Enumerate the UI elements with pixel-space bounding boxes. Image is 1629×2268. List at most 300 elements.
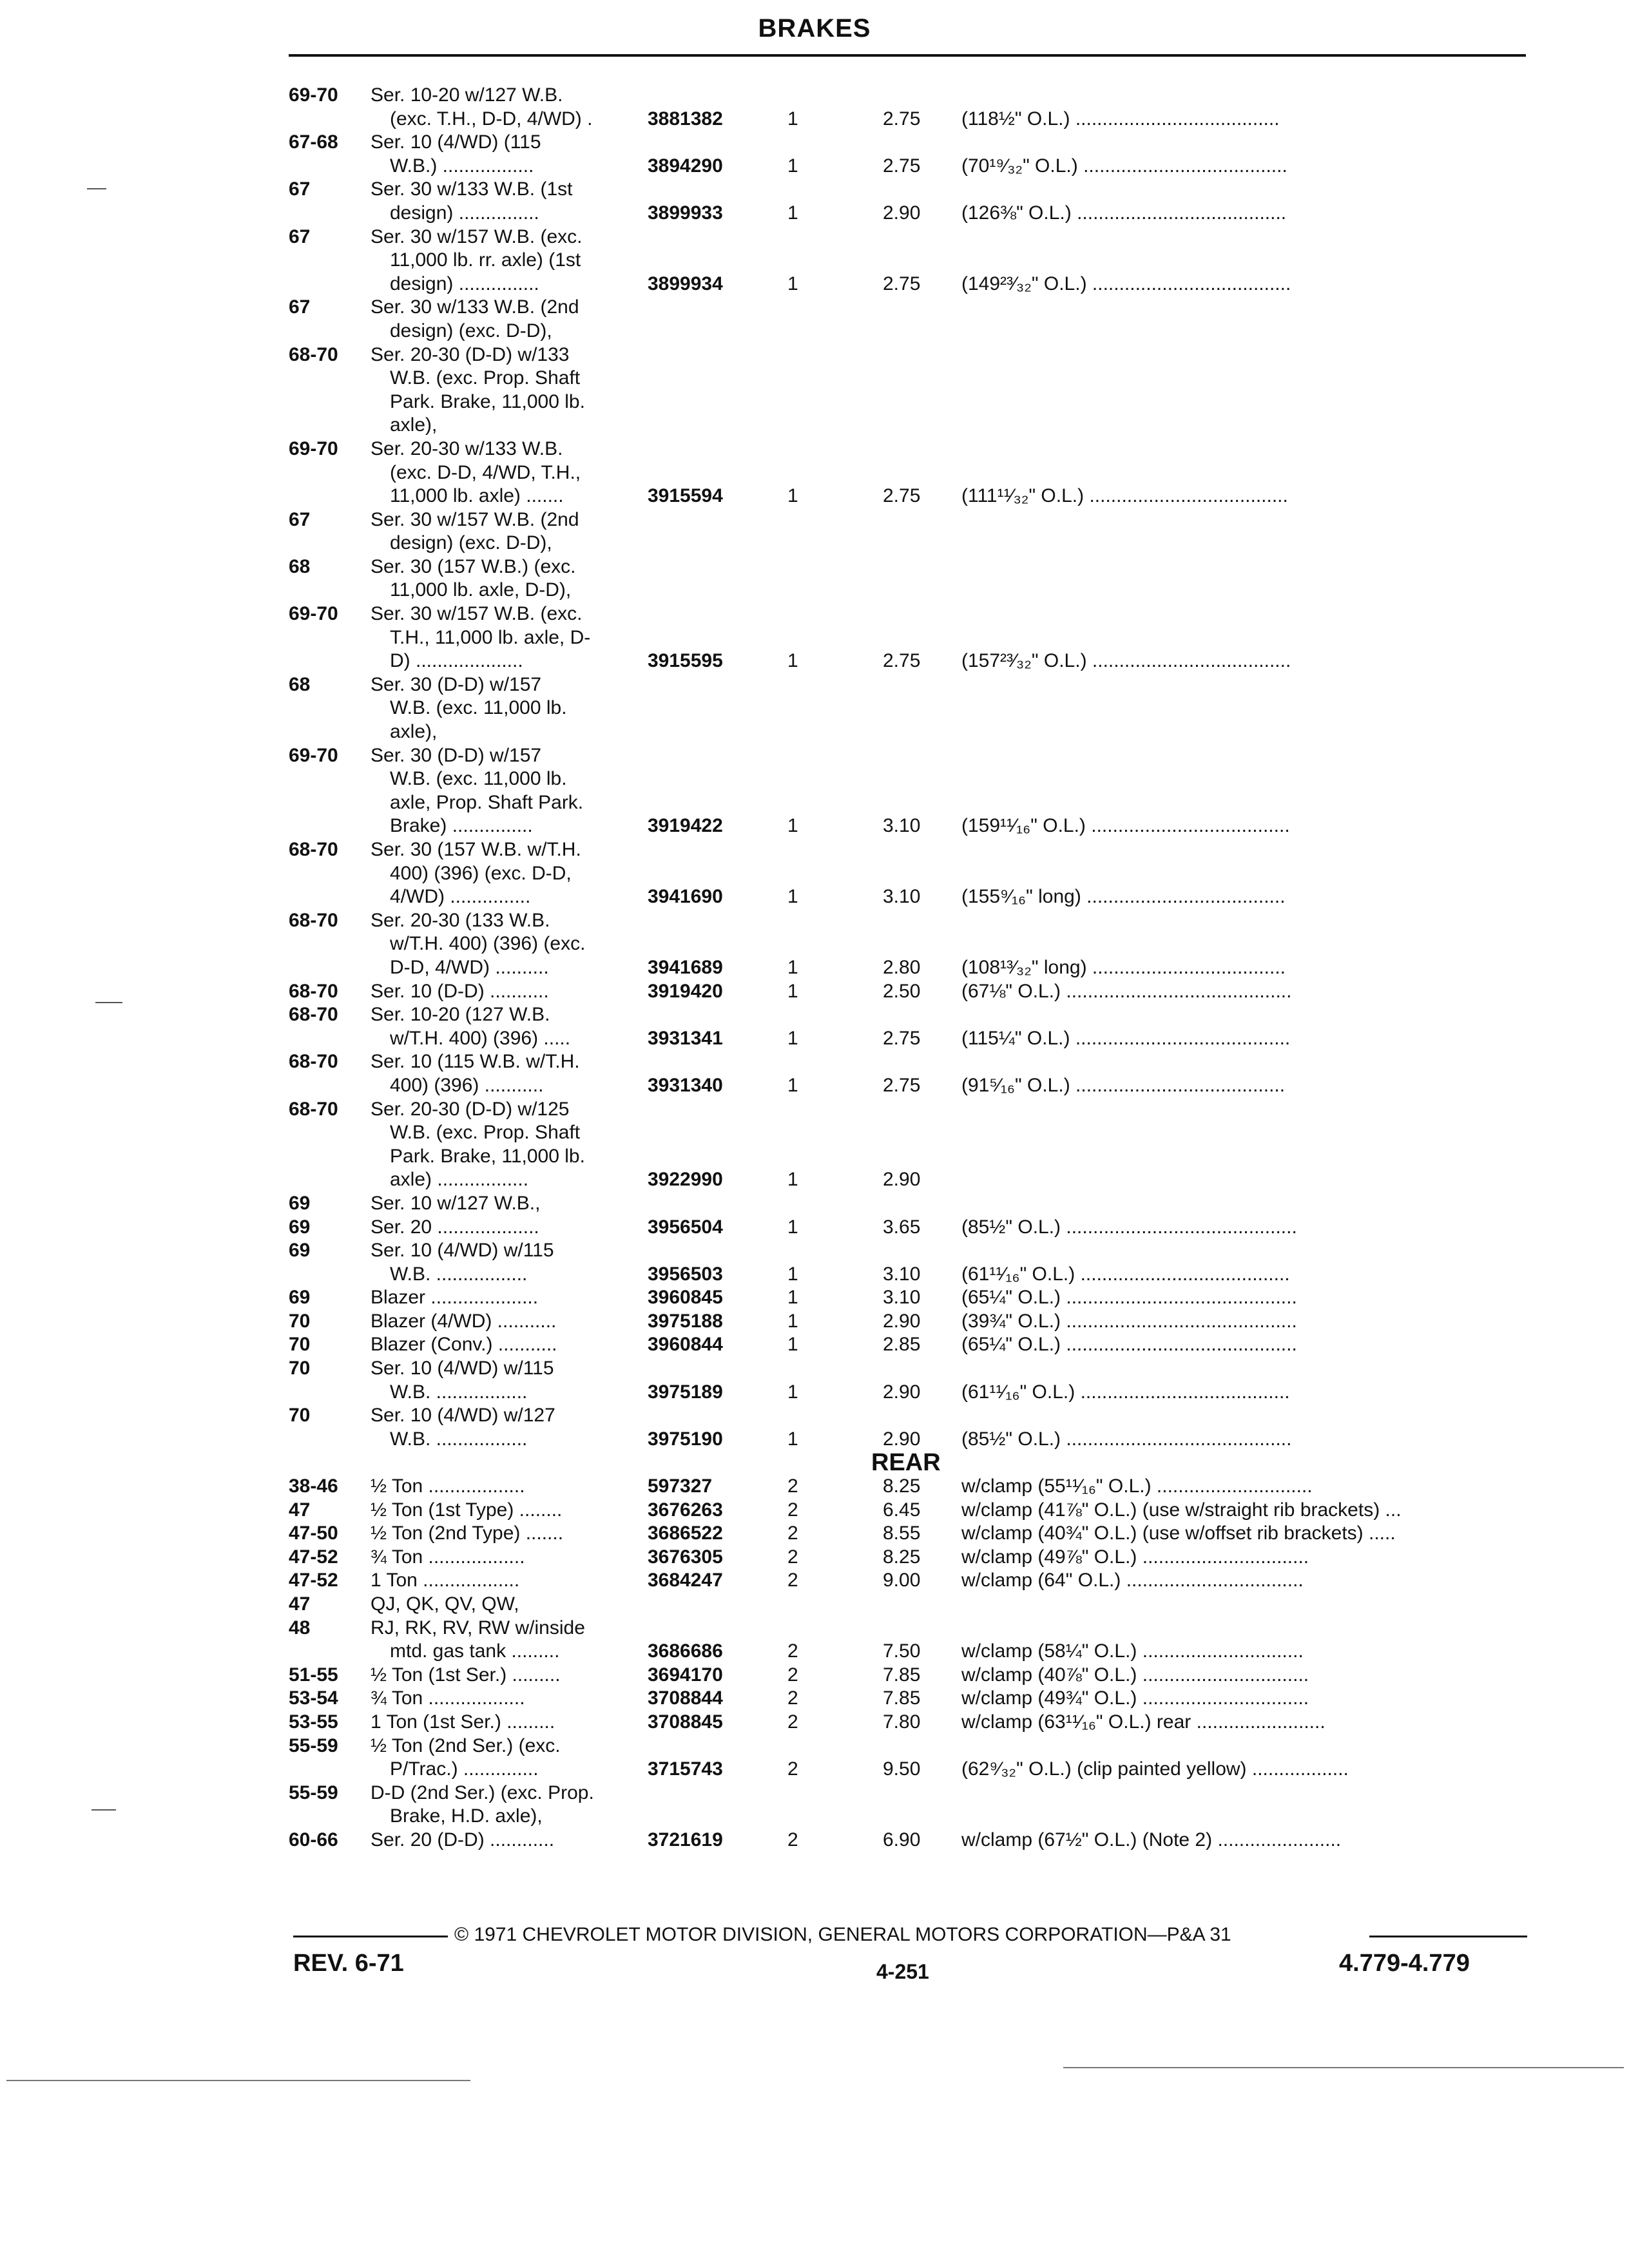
part-row <box>0 1522 1629 1546</box>
application-description: (exc. T.H., D-D, 4/WD) . <box>390 108 593 130</box>
remark: w/clamp (40⅞" O.L.) ............................... <box>961 1664 1309 1686</box>
price: 2.90 <box>883 1310 921 1332</box>
part-number: 3919422 <box>648 815 723 837</box>
application-description: Park. Brake, 11,000 lb. <box>390 390 585 412</box>
model-years: 70 <box>289 1310 311 1332</box>
quantity: 1 <box>787 1216 798 1238</box>
page-title: BRAKES <box>758 14 871 43</box>
part-row <box>0 1569 1629 1593</box>
application-description: Ser. 10 (D-D) ........... <box>371 980 549 1002</box>
application-description: W.B. ................. <box>390 1381 528 1403</box>
part-row <box>0 390 1629 414</box>
application-description: ½ Ton (1st Ser.) ......... <box>371 1664 561 1686</box>
application-description: W.B. (exc. Prop. Shaft <box>390 1122 581 1144</box>
application-description: Ser. 10-20 w/127 W.B. <box>371 84 563 106</box>
application-description: Brake, H.D. axle), <box>390 1805 543 1827</box>
model-years: 69 <box>289 1287 311 1309</box>
application-description: axle), <box>390 414 438 436</box>
model-years: 67-68 <box>289 131 338 153</box>
model-years: 68-70 <box>289 1098 338 1120</box>
application-description: Ser. 30 (D-D) w/157 <box>371 744 542 766</box>
revision-label: REV. 6-71 <box>293 1950 404 1977</box>
part-row <box>0 909 1629 933</box>
top-rule <box>289 54 1526 57</box>
price: 2.90 <box>883 1381 921 1403</box>
application-description: Ser. 20 ................... <box>371 1216 539 1238</box>
application-description: design) ............... <box>390 202 539 224</box>
part-row <box>0 84 1629 108</box>
remark: (65¼" O.L.) ........................................... <box>961 1334 1297 1356</box>
model-years: 67 <box>289 226 311 247</box>
quantity: 1 <box>787 202 798 224</box>
model-years: 68-70 <box>289 980 338 1002</box>
price: 7.85 <box>883 1664 921 1686</box>
quantity: 1 <box>787 1027 798 1049</box>
model-years: 69 <box>289 1192 311 1214</box>
part-row <box>0 1381 1629 1405</box>
application-description: Ser. 30 w/133 W.B. (2nd <box>371 296 579 318</box>
remark: w/clamp (40¾" O.L.) (use w/offset rib brackets) ..... <box>961 1523 1396 1544</box>
part-row <box>0 767 1629 791</box>
quantity: 2 <box>787 1523 798 1544</box>
part-row <box>0 296 1629 320</box>
remark: (62⁹⁄₃₂" O.L.) (clip painted yellow) .................. <box>961 1758 1349 1780</box>
quantity: 2 <box>787 1829 798 1850</box>
application-description: Ser. 10 w/127 W.B., <box>371 1192 541 1214</box>
remark: (111¹¹⁄₃₂" O.L.) ..................................... <box>961 485 1288 507</box>
application-description: Blazer (Conv.) ........... <box>371 1334 557 1356</box>
part-number: 3881382 <box>648 108 723 130</box>
part-row <box>0 508 1629 532</box>
application-description: D-D, 4/WD) .......... <box>390 956 549 978</box>
price: 2.75 <box>883 273 921 294</box>
part-row <box>0 1404 1629 1428</box>
model-years: 67 <box>289 178 311 200</box>
quantity: 2 <box>787 1640 798 1662</box>
application-description: D-D (2nd Ser.) (exc. Prop. <box>371 1782 594 1803</box>
part-row <box>0 1263 1629 1287</box>
quantity: 1 <box>787 155 798 177</box>
price: 7.85 <box>883 1687 921 1709</box>
application-description: Ser. 30 (157 W.B.) (exc. <box>371 555 576 577</box>
part-row <box>0 555 1629 579</box>
application-description: 11,000 lb. axle) ....... <box>390 485 564 507</box>
application-description: Ser. 10-20 (127 W.B. <box>371 1004 550 1026</box>
application-description: Ser. 30 w/133 W.B. (1st <box>371 178 573 200</box>
part-row <box>0 791 1629 815</box>
part-number: 3975188 <box>648 1310 723 1332</box>
price: 2.75 <box>883 1074 921 1096</box>
application-description: Ser. 20-30 (D-D) w/133 <box>371 343 570 365</box>
price: 7.50 <box>883 1640 921 1662</box>
model-years: 69 <box>289 1216 311 1238</box>
model-years: 51-55 <box>289 1664 338 1686</box>
remark: (108¹³⁄₃₂" long) .................................... <box>961 956 1286 978</box>
part-row <box>0 414 1629 437</box>
part-number: 3941689 <box>648 956 723 978</box>
remark: (149²³⁄₃₂" O.L.) ..................................... <box>961 273 1291 294</box>
quantity: 1 <box>787 650 798 672</box>
part-row <box>0 131 1629 155</box>
application-description: axle) ................. <box>390 1169 529 1191</box>
part-number: 3960844 <box>648 1334 723 1356</box>
part-row <box>0 1168 1629 1192</box>
model-years: 55-59 <box>289 1735 338 1756</box>
part-number: 3931340 <box>648 1074 723 1096</box>
part-row <box>0 1711 1629 1735</box>
part-row <box>0 1829 1629 1852</box>
part-row <box>0 1640 1629 1664</box>
application-description: 11,000 lb. axle, D-D), <box>390 579 572 601</box>
quantity: 1 <box>787 956 798 978</box>
part-row <box>0 1475 1629 1499</box>
remark: w/clamp (63¹¹⁄₁₆" O.L.) rear ........................ <box>961 1711 1325 1733</box>
part-number: 3956504 <box>648 1216 723 1238</box>
part-row <box>0 461 1629 485</box>
price: 2.75 <box>883 108 921 130</box>
application-description: 4/WD) ............... <box>390 886 531 908</box>
price: 3.10 <box>883 1263 921 1285</box>
remark: w/clamp (49¾" O.L.) ............................... <box>961 1687 1309 1709</box>
part-row <box>0 226 1629 249</box>
part-row <box>0 1499 1629 1523</box>
quantity: 2 <box>787 1475 798 1497</box>
part-row <box>0 838 1629 862</box>
model-years: 47 <box>289 1499 311 1521</box>
part-number: 3919420 <box>648 980 723 1002</box>
quantity: 2 <box>787 1499 798 1521</box>
part-number: 3899934 <box>648 273 723 294</box>
scan-edge-line <box>1063 2067 1624 2068</box>
model-years: 70 <box>289 1334 311 1356</box>
part-row <box>0 1121 1629 1145</box>
price: 3.10 <box>883 1287 921 1309</box>
part-row <box>0 626 1629 650</box>
model-years: 47-50 <box>289 1523 338 1544</box>
quantity: 1 <box>787 485 798 507</box>
application-description: 1 Ton .................. <box>371 1570 520 1591</box>
application-description: RJ, RK, RV, RW w/inside <box>371 1617 585 1639</box>
application-description: Ser. 30 (D-D) w/157 <box>371 673 542 695</box>
application-description: design) (exc. D-D), <box>390 320 552 341</box>
application-description: Ser. 20-30 w/133 W.B. <box>371 437 563 459</box>
model-years: 69-70 <box>289 84 338 106</box>
price: 7.80 <box>883 1711 921 1733</box>
part-row <box>0 649 1629 673</box>
model-years: 47-52 <box>289 1570 338 1591</box>
model-years: 69-70 <box>289 437 338 459</box>
remark: (70¹⁹⁄₃₂" O.L.) ...................................... <box>961 155 1287 177</box>
part-row <box>0 178 1629 202</box>
part-number: 3915595 <box>648 650 723 672</box>
model-years: 68-70 <box>289 1051 338 1073</box>
part-row <box>0 1333 1629 1357</box>
part-row <box>0 1216 1629 1240</box>
price: 9.50 <box>883 1758 921 1780</box>
part-number: 3975189 <box>648 1381 723 1403</box>
remark: (126⅜" O.L.) ....................................... <box>961 202 1287 224</box>
remark: (91⁵⁄₁₆" O.L.) ....................................... <box>961 1074 1286 1096</box>
scan-edge-line <box>6 2080 470 2081</box>
part-row <box>0 155 1629 178</box>
application-description: ½ Ton (2nd Ser.) (exc. <box>371 1735 561 1756</box>
application-description: 400) (396) (exc. D-D, <box>390 862 572 884</box>
price: 2.75 <box>883 650 921 672</box>
application-description: Ser. 10 (115 W.B. w/T.H. <box>371 1051 580 1073</box>
part-number: 3894290 <box>648 155 723 177</box>
price: 3.10 <box>883 886 921 908</box>
part-row <box>0 1357 1629 1381</box>
part-number: 597327 <box>648 1475 713 1497</box>
model-years: 53-54 <box>289 1687 338 1709</box>
page-number: 4-251 <box>876 1960 929 1983</box>
part-row <box>0 673 1629 697</box>
quantity: 2 <box>787 1570 798 1591</box>
remark: w/clamp (64" O.L.) ................................. <box>961 1570 1304 1591</box>
remark: w/clamp (55¹¹⁄₁₆" O.L.) ............................. <box>961 1475 1313 1497</box>
part-number: 3721619 <box>648 1829 723 1850</box>
application-description: Ser. 20-30 (133 W.B. <box>371 909 550 931</box>
quantity: 2 <box>787 1711 798 1733</box>
application-description: 11,000 lb. rr. axle) (1st <box>390 249 581 271</box>
remark: (159¹¹⁄₁₆" O.L.) ..................................... <box>961 815 1290 837</box>
part-number: 3694170 <box>648 1664 723 1686</box>
quantity: 1 <box>787 1169 798 1191</box>
price: 6.90 <box>883 1829 921 1850</box>
remark: w/clamp (58¼" O.L.) .............................. <box>961 1640 1304 1662</box>
part-number: 3708844 <box>648 1687 723 1709</box>
price: 2.75 <box>883 485 921 507</box>
part-number: 3686686 <box>648 1640 723 1662</box>
application-description: 400) (396) ........... <box>390 1074 544 1096</box>
price: 2.80 <box>883 956 921 978</box>
application-description: W.B. (exc. 11,000 lb. <box>390 768 567 790</box>
part-row <box>0 1593 1629 1617</box>
quantity: 1 <box>787 1381 798 1403</box>
footer-rule-left <box>293 1936 448 1937</box>
remark: w/clamp (49⅞" O.L.) ............................... <box>961 1546 1309 1568</box>
application-description: design) ............... <box>390 273 539 294</box>
application-description: W.B.) ................. <box>390 155 534 177</box>
application-description: Ser. 20 (D-D) ............ <box>371 1829 555 1850</box>
remark: (118½" O.L.) ...................................... <box>961 108 1280 130</box>
part-row <box>0 1735 1629 1758</box>
model-years: 69 <box>289 1240 311 1262</box>
application-description: ½ Ton .................. <box>371 1475 525 1497</box>
part-number: 3686522 <box>648 1523 723 1544</box>
application-description: Blazer (4/WD) ........... <box>371 1310 557 1332</box>
part-row <box>0 485 1629 508</box>
quantity: 1 <box>787 1074 798 1096</box>
application-description: (exc. D-D, 4/WD, T.H., <box>390 461 581 483</box>
price: 2.85 <box>883 1334 921 1356</box>
model-years: 68-70 <box>289 343 338 365</box>
parts-list <box>0 84 1629 1852</box>
part-number: 3975190 <box>648 1428 723 1450</box>
quantity: 1 <box>787 1334 798 1356</box>
price: 2.50 <box>883 980 921 1002</box>
application-description: Ser. 30 w/157 W.B. (exc. <box>371 603 583 625</box>
model-years: 68-70 <box>289 909 338 931</box>
part-row <box>0 1428 1629 1452</box>
part-number: 3899933 <box>648 202 723 224</box>
part-row <box>0 697 1629 720</box>
part-row <box>0 1310 1629 1334</box>
part-number: 3941690 <box>648 886 723 908</box>
footer-rule-right <box>1369 1936 1527 1937</box>
application-description: D) .................... <box>390 650 523 672</box>
price: 3.10 <box>883 815 921 837</box>
part-row <box>0 1664 1629 1687</box>
remark: (155⁹⁄₁₆" long) ..................................... <box>961 886 1286 908</box>
remark: (65¼" O.L.) ........................................... <box>961 1287 1297 1309</box>
model-years: 67 <box>289 296 311 318</box>
application-description: W.B. ................. <box>390 1263 528 1285</box>
price: 8.55 <box>883 1523 921 1544</box>
price: 8.25 <box>883 1475 921 1497</box>
remark: (39¾" O.L.) ........................................... <box>961 1310 1297 1332</box>
part-number: 3960845 <box>648 1287 723 1309</box>
remark: (85½" O.L.) ........................................... <box>961 1216 1297 1238</box>
part-row <box>0 273 1629 296</box>
application-description: w/T.H. 400) (396) (exc. <box>390 933 586 955</box>
quantity: 1 <box>787 1310 798 1332</box>
application-description: Ser. 30 w/157 W.B. (exc. <box>371 226 583 247</box>
price: 9.00 <box>883 1570 921 1591</box>
price: 3.65 <box>883 1216 921 1238</box>
remark: (157²³⁄₃₂" O.L.) ..................................... <box>961 650 1291 672</box>
part-row <box>0 602 1629 626</box>
part-row <box>0 744 1629 768</box>
application-description: Ser. 10 (4/WD) (115 <box>371 131 541 153</box>
price: 2.90 <box>883 202 921 224</box>
quantity: 1 <box>787 1428 798 1450</box>
part-row <box>0 956 1629 980</box>
model-years: 67 <box>289 508 311 530</box>
part-number: 3715743 <box>648 1758 723 1780</box>
part-number: 3708845 <box>648 1711 723 1733</box>
part-row <box>0 814 1629 838</box>
price: 6.45 <box>883 1499 921 1521</box>
quantity: 2 <box>787 1687 798 1709</box>
application-description: Ser. 10 (4/WD) w/115 <box>371 1240 554 1262</box>
quantity: 2 <box>787 1546 798 1568</box>
part-row <box>0 343 1629 367</box>
part-row <box>0 1805 1629 1829</box>
model-years: 55-59 <box>289 1782 338 1803</box>
part-row <box>0 862 1629 886</box>
part-row <box>0 932 1629 956</box>
application-description: QJ, QK, QV, QW, <box>371 1593 519 1615</box>
model-years: 68-70 <box>289 1004 338 1026</box>
part-row <box>0 532 1629 555</box>
application-description: Ser. 20-30 (D-D) w/125 <box>371 1098 570 1120</box>
part-row <box>0 1286 1629 1310</box>
remark: w/clamp (67½" O.L.) (Note 2) ....................... <box>961 1829 1342 1850</box>
application-description: T.H., 11,000 lb. axle, D- <box>390 626 591 648</box>
price: 2.90 <box>883 1428 921 1450</box>
quantity: 1 <box>787 273 798 294</box>
remark: w/clamp (41⅞" O.L.) (use w/straight rib brackets) ... <box>961 1499 1402 1521</box>
application-description: axle), <box>390 721 438 743</box>
part-number: 3676263 <box>648 1499 723 1521</box>
quantity: 1 <box>787 1263 798 1285</box>
part-row <box>0 202 1629 226</box>
page-reference: 4.779-4.779 <box>1339 1950 1470 1977</box>
part-row <box>0 1192 1629 1216</box>
section-title: REAR <box>871 1449 941 1477</box>
application-description: ¾ Ton .................. <box>371 1546 525 1568</box>
part-number: 3676305 <box>648 1546 723 1568</box>
application-description: W.B. (exc. Prop. Shaft <box>390 367 581 389</box>
part-row <box>0 108 1629 131</box>
section-heading <box>0 1451 1629 1475</box>
part-row <box>0 1074 1629 1098</box>
part-row <box>0 1145 1629 1169</box>
part-row <box>0 1027 1629 1051</box>
model-years: 47 <box>289 1593 311 1615</box>
part-number: 3684247 <box>648 1570 723 1591</box>
part-row <box>0 320 1629 343</box>
part-row <box>0 1098 1629 1122</box>
part-row <box>0 1758 1629 1782</box>
quantity: 1 <box>787 815 798 837</box>
part-row <box>0 1050 1629 1074</box>
price: 2.75 <box>883 1027 921 1049</box>
application-description: W.B. ................. <box>390 1428 528 1450</box>
model-years: 69-70 <box>289 744 338 766</box>
model-years: 70 <box>289 1358 311 1379</box>
remark: (67⅛" O.L.) .......................................... <box>961 980 1292 1002</box>
application-description: axle, Prop. Shaft Park. <box>390 791 584 813</box>
model-years: 68-70 <box>289 839 338 860</box>
part-row <box>0 579 1629 602</box>
model-years: 68 <box>289 555 311 577</box>
application-description: ½ Ton (2nd Type) ....... <box>371 1523 564 1544</box>
application-description: 1 Ton (1st Ser.) ......... <box>371 1711 555 1733</box>
part-number: 3922990 <box>648 1169 723 1191</box>
application-description: Blazer .................... <box>371 1287 539 1309</box>
application-description: Ser. 10 (4/WD) w/115 <box>371 1358 554 1379</box>
application-description: Ser. 30 (157 W.B. w/T.H. <box>371 839 581 860</box>
application-description: mtd. gas tank ......... <box>390 1640 560 1662</box>
model-years: 48 <box>289 1617 311 1639</box>
remark: (115¼" O.L.) ........................................ <box>961 1027 1291 1049</box>
quantity: 2 <box>787 1758 798 1780</box>
part-row <box>0 1782 1629 1805</box>
application-description: w/T.H. 400) (396) ..... <box>390 1027 571 1049</box>
model-years: 47-52 <box>289 1546 338 1568</box>
model-years: 70 <box>289 1405 311 1427</box>
part-row <box>0 367 1629 390</box>
quantity: 1 <box>787 886 798 908</box>
quantity: 1 <box>787 108 798 130</box>
price: 2.75 <box>883 155 921 177</box>
part-row <box>0 980 1629 1004</box>
quantity: 1 <box>787 980 798 1002</box>
application-description: Park. Brake, 11,000 lb. <box>390 1145 585 1167</box>
price: 2.90 <box>883 1169 921 1191</box>
part-number: 3956503 <box>648 1263 723 1285</box>
part-row <box>0 1617 1629 1640</box>
part-row <box>0 249 1629 273</box>
part-row <box>0 437 1629 461</box>
footer-copyright: © 1971 CHEVROLET MOTOR DIVISION, GENERAL MOTORS CORPORATION—P&A 31 <box>454 1924 1231 1945</box>
part-number: 3931341 <box>648 1027 723 1049</box>
model-years: 53-55 <box>289 1711 338 1733</box>
part-number: 3915594 <box>648 485 723 507</box>
remark: (61¹¹⁄₁₆" O.L.) ....................................... <box>961 1263 1290 1285</box>
